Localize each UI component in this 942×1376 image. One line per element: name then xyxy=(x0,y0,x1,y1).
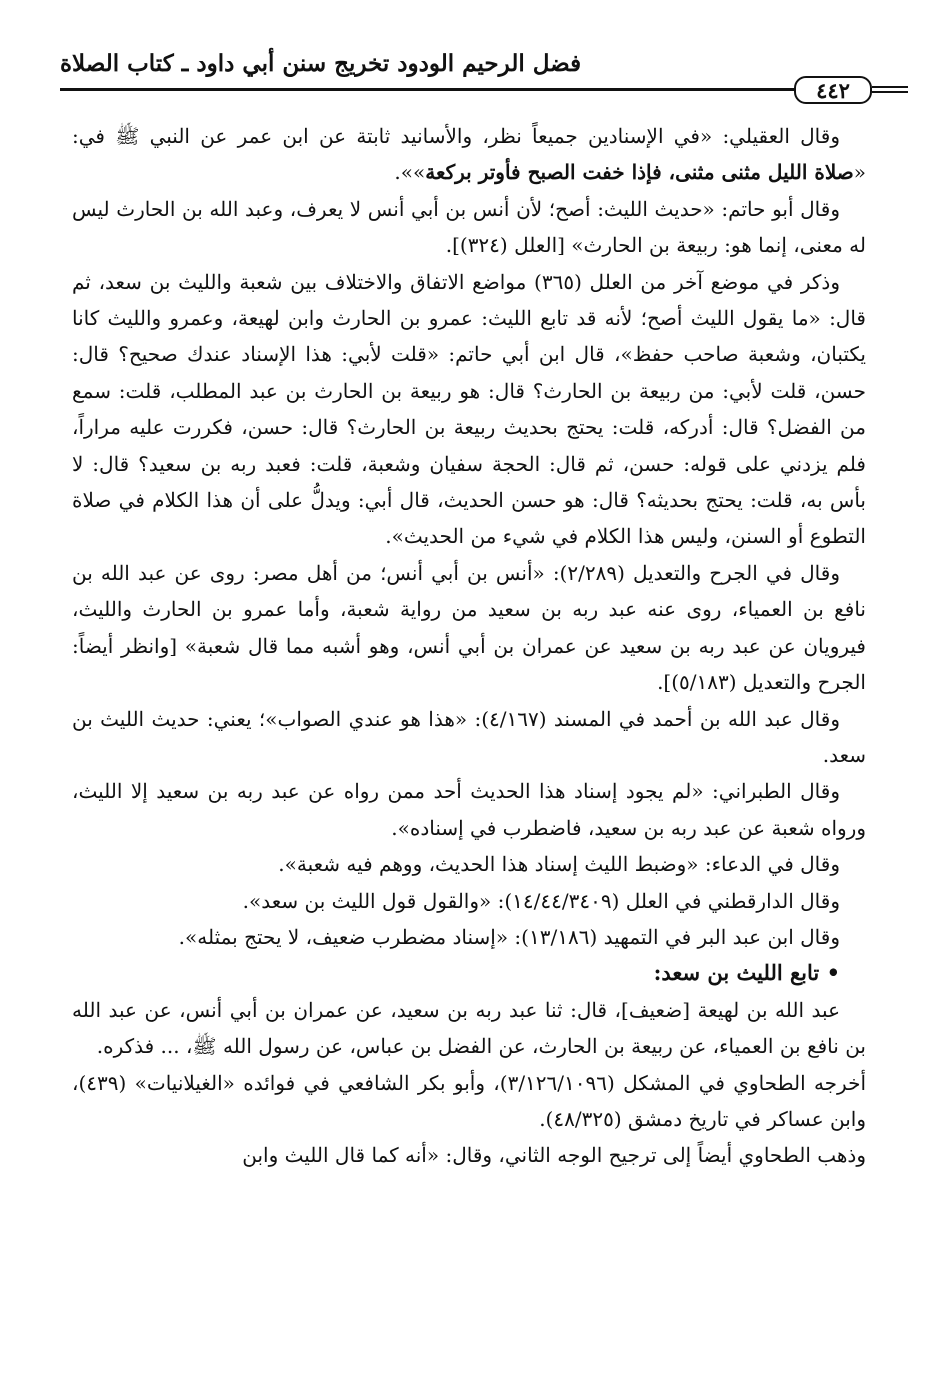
paragraph xyxy=(72,1065,866,1138)
text-segment: • تابع الليث بن سعد: xyxy=(653,960,840,986)
paragraph xyxy=(72,555,866,701)
paragraph xyxy=(72,773,866,846)
text-segment: عبد الله بن لهيعة [ضعيف]، قال: ثنا عبد ربه بن سعيد، عن عمران بن أبي أنس، عن عبد الله بن نافع بن العمياء، عن ربيعة بن الحارث، عن الفضل بن عباس، عن رسول الله ﷺ، ... فذكره. xyxy=(72,997,866,1059)
text-segment: وقال أبو حاتم: «حديث الليث: أصح؛ لأن أنس بن أبي أنس لا يعرف، وعبد الله بن الحارث ليس له معنى، إنما هو: ربيعة بن الحارث» [العلل (٣٢٤)]. xyxy=(72,196,866,258)
bold-quote: صلاة الليل مثنى مثنى، فإذا خفت الصبح فأوتر بركعة xyxy=(425,160,854,185)
body-text xyxy=(72,118,866,1174)
text-segment: وقال الدارقطني في العلل (١٤/٤٤/٣٤٠٩): «والقول قول الليث بن سعد». xyxy=(242,888,840,913)
text-segment: »». xyxy=(394,160,426,185)
header-title: فضل الرحيم الودود تخريج سنن أبي داود ـ كتاب الصلاة xyxy=(60,50,582,77)
text-segment: وقال الطبراني: «لم يجود إسناد هذا الحديث أحد ممن رواه عن عبد ربه بن سعيد إلا الليث، ورواه شعبة عن عبد ربه بن سعيد، فاضطرب في إسناده». xyxy=(72,779,866,840)
paragraph xyxy=(72,1137,866,1173)
page-number: ٤٤٢ xyxy=(816,77,850,103)
text-segment: وذهب الطحاوي أيضاً إلى ترجيح الوجه الثاني، وقال: «أنه كما قال الليث وابن xyxy=(242,1143,866,1168)
paragraph xyxy=(72,846,866,882)
paragraph xyxy=(72,919,866,955)
page-number-badge xyxy=(794,76,872,104)
header-rule-ornament xyxy=(872,86,908,88)
section-heading xyxy=(72,955,866,991)
text-segment: أخرجه الطحاوي في المشكل (٣/١٢٦/١٠٩٦)، وأبو بكر الشافعي في فوائده «الغيلانيات» (٤٣٩)، وابن عساكر في تاريخ دمشق (٤٨/٣٢٥). xyxy=(72,1070,867,1131)
running-header xyxy=(60,44,866,91)
paragraph xyxy=(72,992,866,1065)
header-rule-ornament xyxy=(872,91,908,93)
paragraph xyxy=(72,191,866,264)
paragraph xyxy=(72,883,866,919)
paragraph xyxy=(72,264,866,555)
text-segment: وقال ابن عبد البر في التمهيد (١٣/١٨٦): «إسناد مضطرب ضعيف، لا يحتج بمثله». xyxy=(178,924,840,949)
text-segment: وقال في الجرح والتعديل (٢/٢٨٩): «أنس بن أبي أنس؛ من أهل مصر: روى عن عبد الله بن نافع بن العمياء، روى عنه عبد ربه بن سعيد من رواية شعبة، وأما عمرو بن الحارث والليث، فيرويان عن عبد ربه بن سعيد عن عمران بن أبي أنس، وهو أشبه مما قال شعبة» [وانظر أيضاً: الجرح والتعديل (٥/١٨٣)]. xyxy=(72,560,866,695)
text-segment: وقال عبد الله بن أحمد في المسند (٤/١٦٧): «هذا هو عندي الصواب»؛ يعني: حديث الليث بن سعد. xyxy=(72,706,866,767)
text-segment: وقال في الدعاء: «وضبط الليث إسناد هذا الحديث، ووهم فيه شعبة». xyxy=(278,852,840,877)
text-segment: وقال العقيلي: «في الإسنادين جميعاً نظر، والأسانيد ثابتة عن ابن عمر عن النبي ﷺ في: « xyxy=(72,124,866,185)
text-segment: وذكر في موضع آخر من العلل (٣٦٥) مواضع الاتفاق والاختلاف بين شعبة والليث بن سعد، ثم قال: «ما يقول الليث أصح؛ لأنه قد تابع الليث: عمرو بن الحارث وابن لهيعة، وعمرو والليث كانا يكتبان، وشعبة صاحب حفظ»، قال ابن أبي حاتم: «قلت لأبي: هذا الإسناد عندك صحيح؟ قال: حسن، قلت لأبي: من ربيعة بن الحارث؟ قال: هو ربيعة بن الحارث بن عبد المطلب، قلت: سمع من الفضل؟ قال: أدركه، قلت: يحتج بحديث ربيعة بن الحارث؟ قال: حسن، فكررت عليه مراراً، فلم يزدني على قوله: حسن، ثم قال: الحجة سفيان وشعبة، قلت: فعبد ربه بن سعيد؟ قال: لا بأس به، قلت: يحتج بحديثه؟ قال: هو حسن الحديث، قال أبي: ويدلُّ على أن هذا الكلام في صلاة التطوع أو السنن، وليس هذا الكلام في شيء من الحديث». xyxy=(72,269,867,549)
paragraph xyxy=(72,701,866,774)
paragraph xyxy=(72,118,866,191)
